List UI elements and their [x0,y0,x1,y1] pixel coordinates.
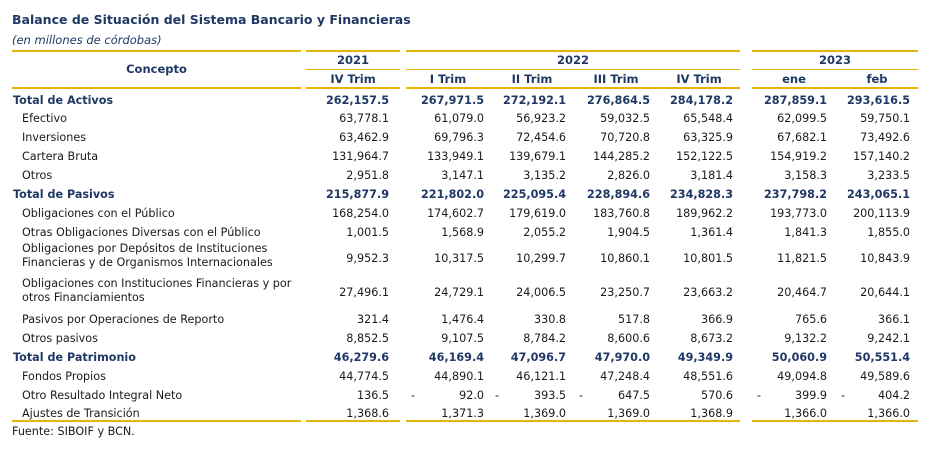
cell-value: 366.1 [877,313,910,326]
cell-value: 10,860.1 [600,251,650,265]
header-bottom-line-2023 [752,87,918,89]
cell-value: 228,894.6 [587,188,650,201]
cell-value: 48,551.6 [683,370,733,383]
cell-value: 174,602.7 [427,207,484,220]
cell-value: 154,919.2 [770,150,827,163]
table-row [0,166,932,185]
table-row [0,276,932,310]
cell-value: 330.8 [533,313,566,326]
header-bottom-line-2021 [306,87,400,89]
row-label-line: Total de Patrimonio [13,351,136,364]
header-year-2021: 2021 [336,53,369,67]
cell-value: 49,589.6 [860,370,910,383]
cell-value: 189,962.2 [676,207,733,220]
table-row [0,223,932,241]
negative-sign: - [841,389,846,402]
row-label-line: Total de Activos [13,94,114,107]
header-year-2023: 2023 [818,53,851,67]
cell-value: 23,663.2 [683,286,733,299]
table-total-row [0,91,932,109]
cell-value: 49,349.9 [677,351,733,364]
cell-value: 61,079.0 [434,112,484,125]
table-total-row [0,348,932,367]
table-bottom-line-2023 [752,420,918,422]
row-label-line: Inversiones [22,131,87,144]
cell-value: 193,773.0 [770,207,827,220]
cell-value: 10,843.9 [860,251,910,265]
row-label [22,169,52,182]
header-mid-line-2022 [406,69,740,70]
cell-value: 647.5 [617,389,650,402]
cell-value: 44,890.1 [434,370,484,383]
table-row [0,241,932,276]
row-label-line: Efectivo [22,112,68,125]
cell-value: 225,095.4 [503,188,566,201]
cell-value: 63,325.9 [683,131,733,144]
table-bottom-line-left [12,420,301,422]
cell-value: 1,366.0 [867,407,910,420]
cell-value: 293,616.5 [847,94,910,107]
cell-value: 200,113.9 [853,207,910,220]
cell-value: 221,802.0 [421,188,484,201]
cell-value: 139,679.1 [509,150,566,163]
cell-value: 65,548.4 [683,112,733,125]
cell-value: 56,923.2 [516,112,566,125]
row-label-line: otros Financiamientos [22,291,145,304]
cell-value: 50,551.4 [854,351,910,364]
cell-value: 1,476.4 [441,313,484,326]
cell-value: 517.8 [617,313,650,326]
cell-value: 59,032.5 [600,112,650,125]
cell-value: 399.9 [794,389,827,402]
cell-value: 11,821.5 [777,251,827,265]
cell-value: 8,673.2 [690,332,733,345]
source-footnote: Fuente: SIBOIF y BCN. [12,425,135,438]
cell-value: 70,720.8 [600,131,650,144]
cell-value: 10,317.5 [434,251,484,265]
table-row [0,109,932,128]
row-label-line: Cartera Bruta [22,150,99,163]
cell-value: 1,369.0 [607,407,650,420]
cell-value: 1,369.0 [523,407,566,420]
cell-value: 46,121.1 [516,370,566,383]
cell-value: 1,568.9 [441,226,484,239]
cell-value: 237,798.2 [764,188,827,201]
row-label-line: Otro Resultado Integral Neto [22,389,183,402]
row-label-line: Pasivos por Operaciones de Reporto [22,313,225,326]
header-year-2022: 2022 [556,53,589,67]
row-label [22,226,261,239]
header-period: I Trim [429,72,467,86]
cell-value: 404.2 [877,389,910,402]
cell-value: 183,760.8 [593,207,650,220]
cell-value: 67,682.1 [777,131,827,144]
cell-value: 2,055.2 [523,226,566,239]
table-row [0,204,932,223]
cell-value: 20,644.1 [860,286,910,299]
header-period: ene [782,72,806,86]
header-period: IV Trim [330,72,376,86]
cell-value: 321.4 [356,313,389,326]
row-label-line: Ajustes de Transición [22,407,140,420]
cell-value: 50,060.9 [771,351,827,364]
cell-value: 1,904.5 [607,226,650,239]
header-period: IV Trim [676,72,722,86]
cell-value: 47,248.4 [600,370,650,383]
row-label [22,389,182,402]
cell-value: 179,619.0 [509,207,566,220]
cell-value: 2,826.0 [607,169,650,182]
cell-value: 8,600.6 [607,332,650,345]
cell-value: 59,750.1 [860,112,910,125]
cell-value: 9,132.2 [784,332,827,345]
table-row [0,386,932,404]
table-row [0,404,932,420]
cell-value: 62,099.5 [777,112,827,125]
cell-value: 10,801.5 [683,251,733,265]
cell-value: 1,368.9 [690,407,733,420]
cell-value: 3,135.2 [523,169,566,182]
row-label [13,351,136,364]
header-mid-line-2021 [306,69,400,70]
header-top-line-left [12,50,301,52]
negative-sign: - [579,389,584,402]
page-subtitle: (en millones de córdobas) [12,33,162,47]
row-label [22,370,106,383]
cell-value: 765.6 [794,313,827,326]
cell-value: 136.5 [356,389,389,402]
cell-value: 570.6 [700,389,733,402]
table-row [0,147,932,166]
cell-value: 63,778.1 [339,112,389,125]
cell-value: 24,729.1 [434,286,484,299]
row-label-line: Total de Pasivos [13,188,115,201]
cell-value: 152,122.5 [676,150,733,163]
cell-value: 47,096.7 [510,351,566,364]
header-top-line-2023 [752,50,918,52]
negative-sign: - [495,389,500,402]
row-label-line: Financieras y de Organismos Internacionales [22,256,273,269]
page-title: Balance de Situación del Sistema Bancario y Financieras [12,12,411,27]
cell-value: 46,279.6 [333,351,389,364]
cell-value: 284,178.2 [670,94,733,107]
cell-value: 10,299.7 [516,251,566,265]
cell-value: 366.9 [700,313,733,326]
cell-value: 23,250.7 [600,286,650,299]
negative-sign: - [411,389,416,402]
cell-value: 9,242.1 [867,332,910,345]
cell-value: 393.5 [533,389,566,402]
row-label [22,150,98,163]
cell-value: 9,952.3 [346,251,389,265]
row-label-line: Obligaciones con Instituciones Financieras y por [22,277,292,290]
header-period: II Trim [511,72,553,86]
cell-value: 234,828.3 [670,188,733,201]
cell-value: 1,371.3 [441,407,484,420]
cell-value: 20,464.7 [777,286,827,299]
header-top-line-2021 [306,50,400,52]
cell-value: 69,796.3 [434,131,484,144]
row-label [13,94,113,107]
table-row [0,329,932,348]
cell-value: 1,366.0 [784,407,827,420]
cell-value: 3,233.5 [867,169,910,182]
cell-value: 215,877.9 [326,188,389,201]
cell-value: 92.0 [459,389,484,402]
cell-value: 24,006.5 [516,286,566,299]
header-top-line-2022 [406,50,740,52]
header-period: feb [866,72,888,86]
cell-value: 272,192.1 [503,94,566,107]
cell-value: 131,964.7 [332,150,389,163]
row-label [13,188,115,201]
row-label-line: Obligaciones con el Público [22,207,175,220]
header-concepto: Concepto [126,62,187,76]
cell-value: 63,462.9 [339,131,389,144]
cell-value: 8,852.5 [346,332,389,345]
cell-value: 1,368.6 [346,407,389,420]
cell-value: 168,254.0 [332,207,389,220]
cell-value: 157,140.2 [853,150,910,163]
cell-value: 3,181.4 [690,169,733,182]
cell-value: 267,971.5 [421,94,484,107]
header-period: III Trim [593,72,639,86]
cell-value: 47,970.0 [594,351,650,364]
cell-value: 2,951.8 [346,169,389,182]
table-row [0,367,932,386]
cell-value: 8,784.2 [523,332,566,345]
row-label-line: Otros pasivos [22,332,98,345]
header-bottom-line-left [12,87,301,89]
header-mid-line-2023 [752,69,918,70]
cell-value: 3,147.1 [441,169,484,182]
row-label [22,277,291,305]
row-label [22,407,140,420]
cell-value: 3,158.3 [784,169,827,182]
cell-value: 44,774.5 [339,370,389,383]
row-label-line: Otras Obligaciones Diversas con el Público [22,226,261,239]
row-label-line: Otros [22,169,53,182]
cell-value: 287,859.1 [764,94,827,107]
cell-value: 27,496.1 [339,286,389,299]
cell-value: 1,855.0 [867,226,910,239]
row-label [22,131,86,144]
cell-value: 144,285.2 [593,150,650,163]
row-label [22,112,67,125]
cell-value: 72,454.6 [516,131,566,144]
cell-value: 1,361.4 [690,226,733,239]
cell-value: 9,107.5 [441,332,484,345]
row-label [22,242,273,270]
cell-value: 262,157.5 [326,94,389,107]
cell-value: 243,065.1 [847,188,910,201]
negative-sign: - [757,389,762,402]
cell-value: 1,841.3 [784,226,827,239]
row-label [22,332,98,345]
row-label-line: Obligaciones por Depósitos de Instituciones [22,242,268,255]
cell-value: 49,094.8 [777,370,827,383]
cell-value: 276,864.5 [587,94,650,107]
row-label [22,207,175,220]
cell-value: 73,492.6 [860,131,910,144]
cell-value: 133,949.1 [427,150,484,163]
table-row [0,310,932,329]
row-label-line: Fondos Propios [22,370,106,383]
table-row [0,128,932,147]
cell-value: 1,001.5 [346,226,389,239]
row-label [22,313,224,326]
table-total-row [0,185,932,204]
cell-value: 46,169.4 [428,351,484,364]
header-bottom-line-2022 [406,87,740,89]
table-bottom-line-2021 [306,420,400,422]
table-bottom-line-2022 [406,420,740,422]
